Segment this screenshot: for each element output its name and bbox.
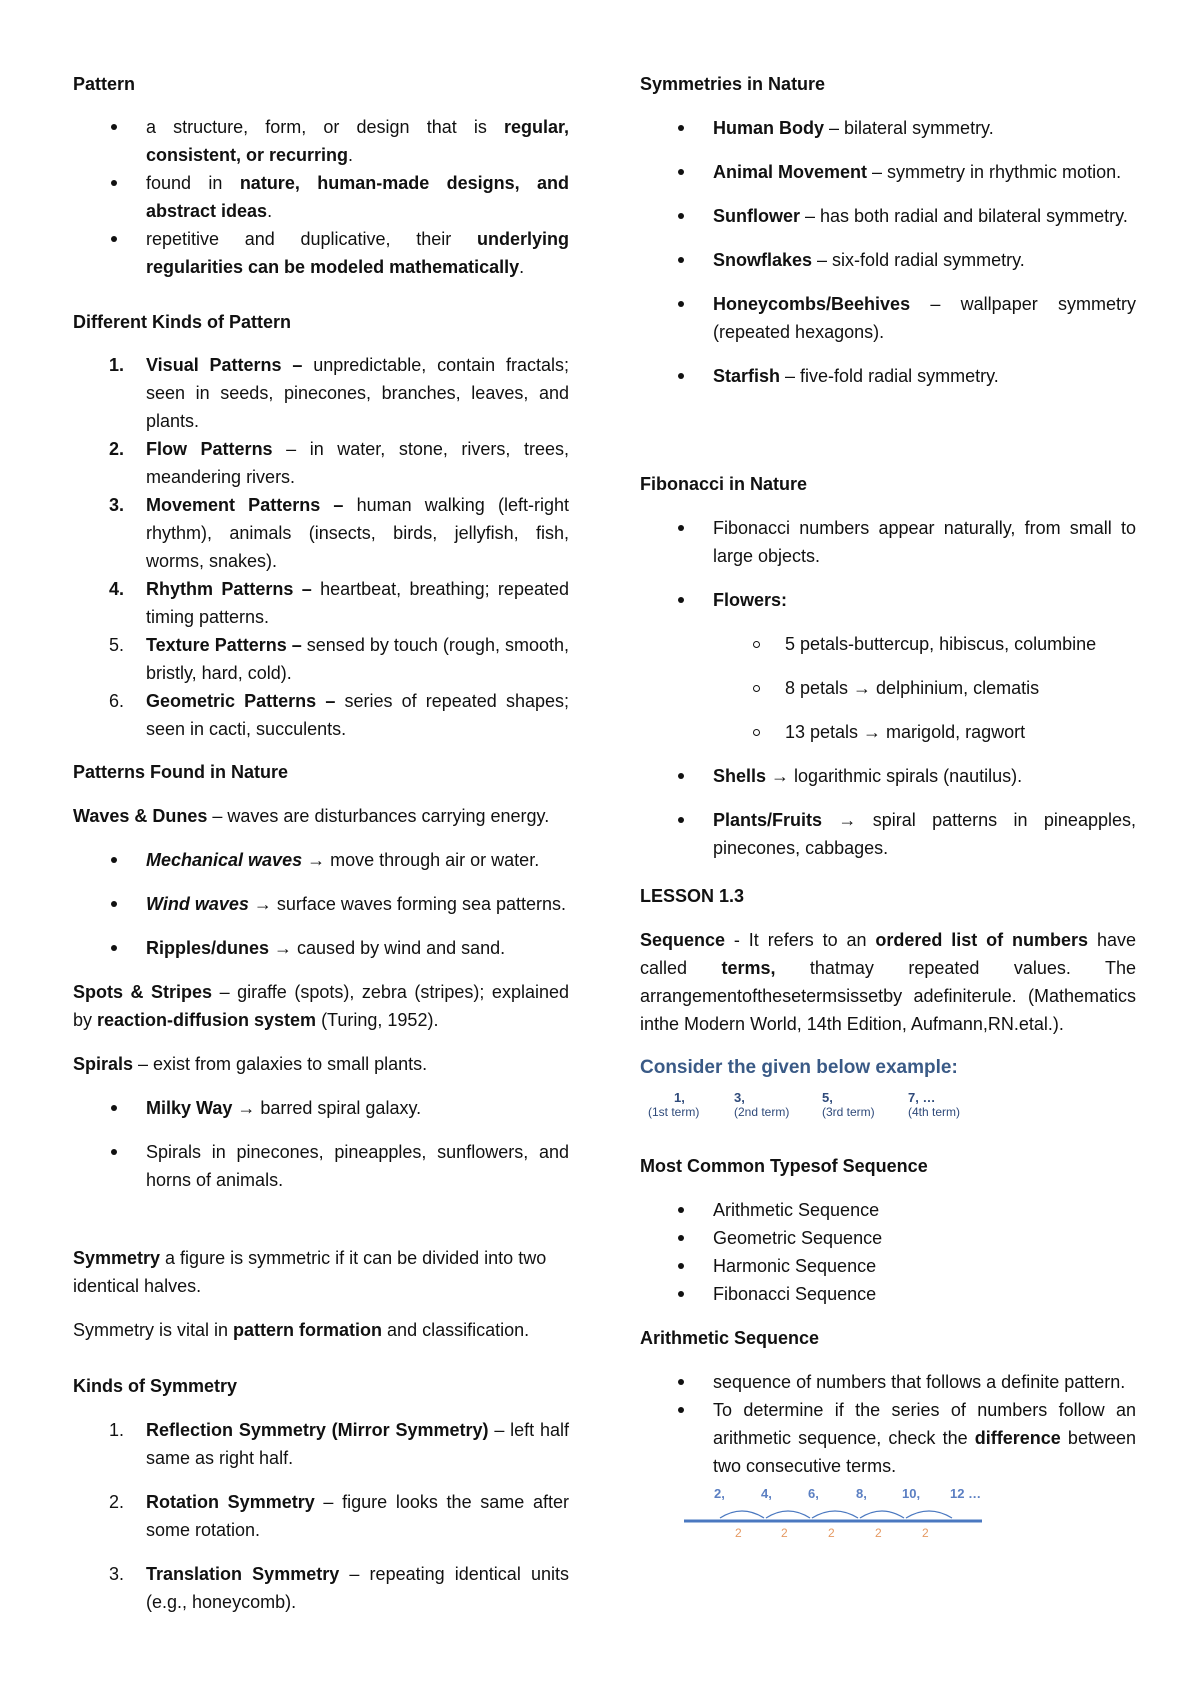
symmetry-section: [73, 1244, 569, 1344]
arith-term: 6,: [808, 1486, 819, 1501]
arithmetic-heading: Arithmetic Sequence: [640, 1328, 820, 1348]
list-item: Flowers:: [640, 586, 1136, 614]
lesson-section: [640, 882, 1136, 1552]
example-title: Consider the given below example:: [640, 1057, 958, 1078]
spirals-paragraph: Spirals – exist from galaxies to small plants.: [73, 1054, 428, 1074]
fibonacci-list-2: [640, 762, 1136, 862]
list-item: 2. Rotation Symmetry – figure looks the same after some rotation.: [109, 1492, 569, 1540]
patterns-in-nature-section: [73, 758, 569, 1194]
list-item: Milky Way → barred spiral galaxy.: [73, 1094, 569, 1122]
list-item: 3. Translation Symmetry – repeating identical units (e.g., honeycomb).: [109, 1564, 569, 1612]
difference-label: 2: [781, 1526, 788, 1540]
list-item: Sunflower – has both radial and bilateral symmetry.: [640, 202, 1136, 230]
list-item: 5 petals-buttercup, hibiscus, columbine: [640, 630, 1136, 658]
kinds-heading: Different Kinds of Pattern: [73, 312, 292, 332]
example-figure: [640, 1054, 1136, 1136]
list-item: 4. Rhythm Patterns – heartbeat, breathing; repeated timing patterns.: [109, 579, 569, 627]
list-item: Mechanical waves → move through air or water.: [73, 846, 569, 874]
fibonacci-heading: Fibonacci in Nature: [640, 474, 808, 494]
symmetries-list: [640, 114, 1136, 390]
list-item: found in nature, human-made designs, and abstract ideas.: [73, 169, 569, 225]
list-item: repetitive and duplicative, their underlying regularities can be modeled mathematically.: [73, 225, 569, 281]
sequence-term: 1, (1st term): [648, 1090, 700, 1119]
list-item: 8 petals → delphinium, clematis: [640, 674, 1136, 702]
list-item: 6. Geometric Patterns – series of repeated shapes; seen in cacti, succulents.: [109, 691, 569, 739]
list-item: Snowflakes – six-fold radial symmetry.: [640, 246, 1136, 274]
waves-paragraph: Waves & Dunes – waves are disturbances carrying energy.: [73, 806, 550, 826]
sequence-definition: Sequence - It refers to an ordered list of numbers have called terms, thatmay repeated values. The arrangementofthesetermsissetby adefiniterule. (Mathematics inthe Modern World, 14th Edition, Aufmann,RN.etal.).: [640, 930, 1136, 1034]
difference-arc: [720, 1511, 764, 1518]
list-item: Starfish – five-fold radial symmetry.: [640, 362, 1136, 390]
pattern-list: [73, 113, 569, 281]
number-line-arcs: [684, 1502, 984, 1528]
difference-label: 2: [828, 1526, 835, 1540]
difference-label: 2: [735, 1526, 742, 1540]
difference-arc: [812, 1511, 858, 1518]
list-item: a structure, form, or design that is regular, consistent, or recurring.: [73, 113, 569, 169]
list-item: Fibonacci numbers appear naturally, from small to large objects.: [640, 514, 1136, 570]
arithmetic-list: [640, 1368, 1136, 1480]
common-types-list: [640, 1196, 1136, 1308]
sequence-term: 5, (3rd term): [822, 1090, 875, 1119]
list-item: Spirals in pinecones, pineapples, sunflowers, and horns of animals.: [73, 1138, 569, 1194]
arith-term: 10,: [902, 1486, 921, 1501]
symmetry-vital-paragraph: Symmetry is vital in pattern formation and classification.: [73, 1320, 530, 1340]
list-item: 13 petals → marigold, ragwort: [640, 718, 1136, 746]
list-item: Plants/Fruits → spiral patterns in pineapples, pinecones, cabbages.: [640, 806, 1136, 862]
kinds-of-pattern-section: [73, 308, 569, 743]
list-item: sequence of numbers that follows a definite pattern.: [640, 1368, 1136, 1396]
list-item: 5. Texture Patterns – sensed by touch (rough, smooth, bristly, hard, cold).: [109, 635, 569, 683]
list-item: Human Body – bilateral symmetry.: [640, 114, 1136, 142]
arith-term: 12 …: [950, 1486, 982, 1501]
common-types-heading: Most Common Typesof Sequence: [640, 1156, 928, 1176]
difference-arc: [906, 1511, 952, 1518]
sequence-term: 3, (2nd term): [734, 1090, 790, 1119]
list-item: To determine if the series of numbers follow an arithmetic sequence, check the difference between two consecutive terms.: [640, 1396, 1136, 1480]
symmetries-in-nature-section: [640, 70, 1136, 390]
pattern-heading: Pattern: [73, 74, 136, 94]
kinds-symmetry-heading: Kinds of Symmetry: [73, 1376, 238, 1396]
difference-arc: [766, 1511, 810, 1518]
list-item: Shells → logarithmic spirals (nautilus).: [640, 762, 1136, 790]
flowers-sublist: [640, 630, 1136, 746]
arith-term: 8,: [856, 1486, 867, 1501]
symmetry-paragraph: Symmetry a figure is symmetric if it can be divided into two identical halves.: [73, 1248, 547, 1296]
fibonacci-section: [640, 470, 1136, 862]
list-item: 3. Movement Patterns – human walking (left-right rhythm), animals (insects, birds, jellyfish, fish, worms, snakes).: [109, 495, 569, 571]
nature-heading: Patterns Found in Nature: [73, 762, 289, 782]
list-item: Arithmetic Sequence: [640, 1196, 1136, 1224]
arith-term: 2,: [714, 1486, 725, 1501]
kinds-symmetry-list: [73, 1416, 569, 1616]
list-item: Fibonacci Sequence: [640, 1280, 1136, 1308]
symmetries-heading: Symmetries in Nature: [640, 74, 826, 94]
pattern-section: [73, 70, 569, 281]
fibonacci-list: [640, 514, 1136, 614]
list-item: Ripples/dunes → caused by wind and sand.: [73, 934, 569, 962]
kinds-list: [73, 351, 569, 743]
lesson-heading: LESSON 1.3: [640, 886, 745, 906]
list-item: 1. Visual Patterns – unpredictable, contain fractals; seen in seeds, pinecones, branches, leaves, and plants.: [109, 355, 569, 431]
list-item: Wind waves → surface waves forming sea patterns.: [73, 890, 569, 918]
difference-label: 2: [922, 1526, 929, 1540]
list-item: Animal Movement – symmetry in rhythmic motion.: [640, 158, 1136, 186]
arith-term: 4,: [761, 1486, 772, 1501]
spots-paragraph: Spots & Stripes – giraffe (spots), zebra (stripes); explained by reaction-diffusion system (Turing, 1952).: [73, 982, 569, 1030]
list-item: Geometric Sequence: [640, 1224, 1136, 1252]
waves-list: [73, 846, 569, 962]
difference-label: 2: [875, 1526, 882, 1540]
list-item: Honeycombs/Beehives – wallpaper symmetry (repeated hexagons).: [640, 290, 1136, 346]
list-item: 1. Reflection Symmetry (Mirror Symmetry) – left half same as right half.: [109, 1420, 570, 1468]
list-item: 2. Flow Patterns – in water, stone, rivers, trees, meandering rivers.: [109, 439, 569, 487]
difference-arc: [860, 1511, 904, 1518]
kinds-of-symmetry-section: [73, 1372, 569, 1616]
arithmetic-figure: [640, 1486, 1136, 1552]
sequence-term: 7, … (4th term): [908, 1090, 961, 1119]
spirals-list: [73, 1094, 569, 1194]
list-item: Harmonic Sequence: [640, 1252, 1136, 1280]
sequence-terms: [640, 1090, 1136, 1136]
